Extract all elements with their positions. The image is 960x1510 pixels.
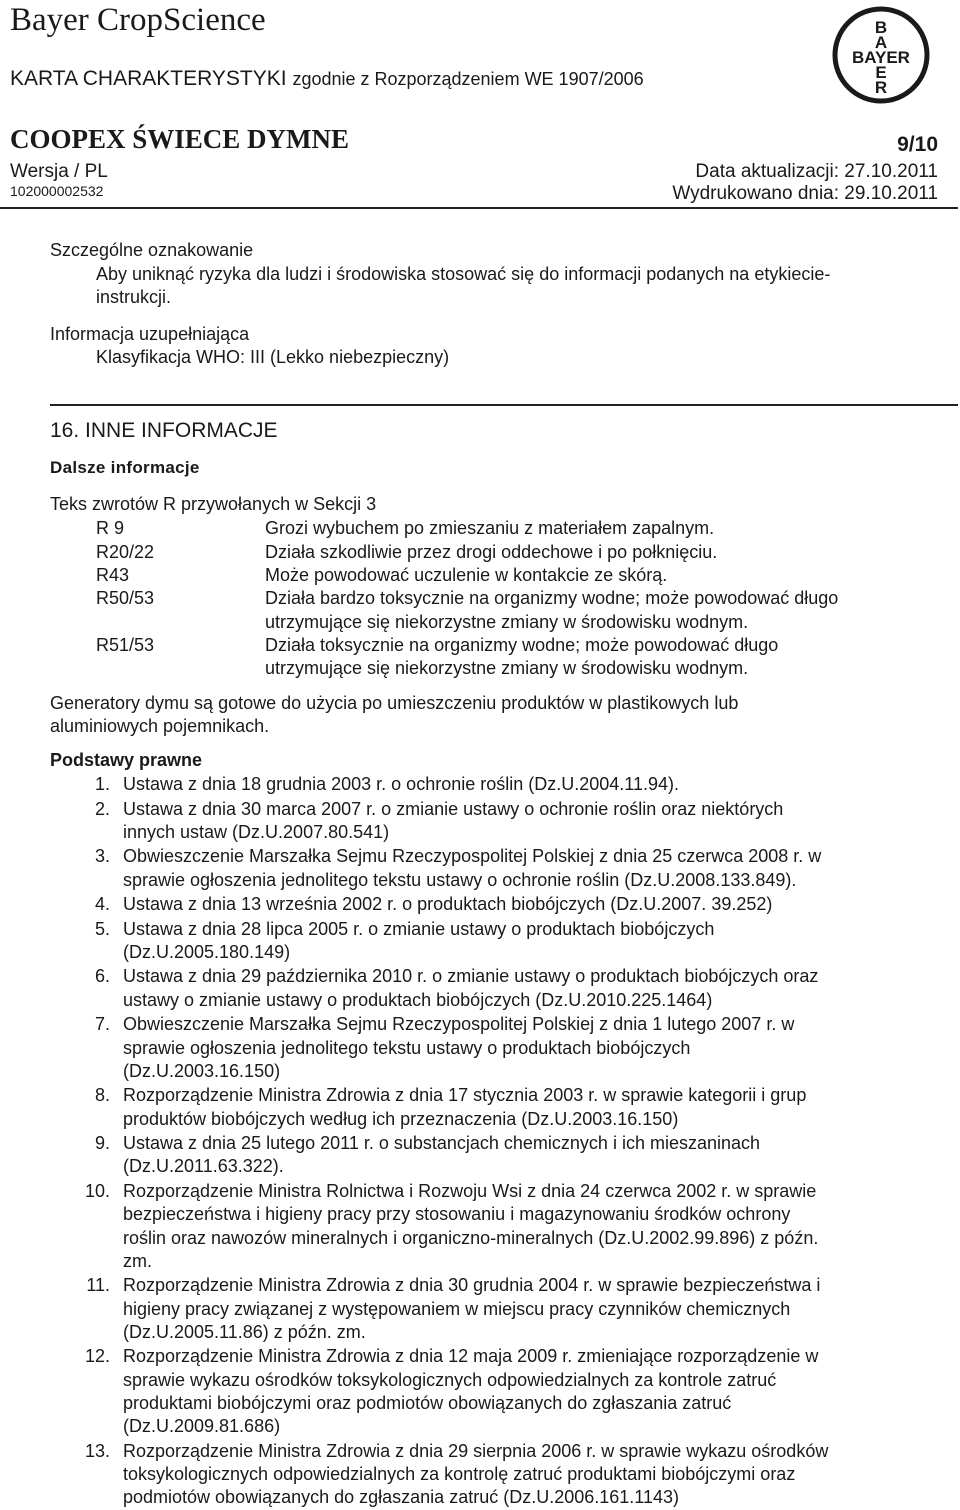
- r-phrases-intro: Teks zwrotów R przywołanych w Sekcji 3: [50, 494, 377, 514]
- document-type: [10, 67, 644, 91]
- special-labelling-line: Aby uniknąć ryzyka dla ludzi i środowiska stosować się do informacji podanych na etykiecie-: [96, 264, 831, 284]
- legal-item-number: 11.: [86, 1275, 110, 1296]
- logo-letters: B: [874, 18, 888, 37]
- section-subtitle: Dalsze informacje: [50, 458, 200, 477]
- legal-item-number: 7.: [94, 1014, 110, 1035]
- legal-item-text: Rozporządzenie Ministra Rolnictwa i Rozwoju Wsi z dnia 24 czerwca 2002 r. w sprawie: [123, 1180, 817, 1201]
- legal-item-text: sprawie ogłoszenia jednolitego tekstu ustawy o produktach biobójczych: [123, 1037, 691, 1058]
- legal-item-text: Ustawa z dnia 25 lutego 2011 r. o substancjach chemicznych i ich mieszaninach: [123, 1133, 761, 1154]
- legal-item-text: toksykologicznych odpowiedzialnych za kontrolę zatruć produktami biobójczymi oraz: [123, 1464, 796, 1485]
- header-divider: [0, 207, 958, 209]
- legal-item-text: sprawie ogłoszenia jednolitego tekstu ustawy o ochronie roślin (Dz.U.2008.133.849).: [123, 869, 797, 890]
- r-phrase-text: utrzymujące się niekorzystne zmiany w środowisku wodnym.: [265, 658, 749, 678]
- company-name: Bayer CropScience: [10, 2, 266, 38]
- regulation-reference: zgodnie z Rozporządzeniem WE 1907/2006: [292, 69, 644, 89]
- legal-item-text: (Dz.U.2005.180.149): [123, 941, 291, 962]
- legal-basis-heading: Podstawy prawne: [50, 750, 203, 770]
- legal-item-text: ustawy o zmianie ustawy o produktach biobójczych (Dz.U.2010.225.1464): [123, 989, 713, 1010]
- legal-item-text: roślin oraz nawozów mineralnych i organiczno-mineralnych (Dz.U.2002.99.896) z późn.: [123, 1227, 819, 1248]
- legal-item-text: podmiotów obowiązanych do zgłaszania zatruć (Dz.U.2006.161.1143): [123, 1487, 679, 1508]
- section-title: 16. INNE INFORMACJE: [50, 419, 278, 442]
- print-date: Wydrukowano dnia: 29.10.2011: [672, 183, 938, 204]
- legal-item-text: Ustawa z dnia 13 września 2002 r. o produktach biobójczych (Dz.U.2007. 39.252): [123, 894, 773, 915]
- update-date: Data aktualizacji: 27.10.2011: [695, 161, 938, 182]
- legal-item-number: 6.: [94, 966, 110, 987]
- generators-paragraph: Generatory dymu są gotowe do użycia po umieszczeniu produktów w plastikowych lub: [50, 693, 739, 713]
- version-label: Wersja / PL: [10, 161, 108, 182]
- r-phrase-code: R51/53: [96, 635, 155, 655]
- legal-item-text: (Dz.U.2011.63.322).: [123, 1156, 284, 1177]
- legal-item-number: 12.: [84, 1346, 110, 1367]
- r-phrase-text: Działa bardzo toksycznie na organizmy wodne; może powodować długo: [265, 588, 839, 608]
- section-divider: [50, 404, 958, 406]
- logo-letters: BAYER: [852, 48, 910, 67]
- legal-item-text: Ustawa z dnia 18 grudnia 2003 r. o ochronie roślin (Dz.U.2004.11.94).: [123, 774, 679, 794]
- legal-item-text: (Dz.U.2003.16.150): [123, 1060, 281, 1081]
- legal-item-text: produktami biobójczymi oraz podmiotów obowiązanych do zgłaszania zatruć: [123, 1393, 732, 1413]
- special-labelling-heading: Szczególne oznakowanie: [50, 240, 254, 260]
- logo-letters: R: [874, 78, 888, 97]
- legal-item-number: 10.: [84, 1180, 110, 1201]
- legal-item-text: (Dz.U.2009.81.686): [123, 1416, 281, 1437]
- legal-item-text: higieny pracy związanej z występowaniem w miejscu pracy czynników chemicznych: [123, 1298, 791, 1319]
- legal-item-text: produktów biobójczych według ich przeznaczenia (Dz.U.2003.16.150): [123, 1108, 679, 1129]
- legal-item-text: Rozporządzenie Ministra Zdrowia z dnia 17 stycznia 2003 r. w sprawie kategorii i grup: [123, 1085, 807, 1106]
- legal-item-text: (Dz.U.2005.11.86) z późn. zm.: [123, 1321, 366, 1342]
- document-type-label: KARTA CHARAKTERYSTYKI: [10, 67, 287, 90]
- who-classification: Klasyfikacja WHO: III (Lekko niebezpieczny): [96, 347, 450, 367]
- document-id: 102000002532: [10, 183, 104, 199]
- r-phrase-code: R43: [96, 565, 130, 585]
- legal-item-text: Ustawa z dnia 29 października 2010 r. o zmianie ustawy o produktach biobójczych oraz: [123, 966, 819, 987]
- legal-item-text: Obwieszczenie Marszałka Sejmu Rzeczypospolitej Polskiej z dnia 25 czerwca 2008 r. w: [123, 846, 822, 867]
- legal-item-number: 4.: [94, 894, 110, 915]
- r-phrase-code: R50/53: [96, 588, 155, 608]
- r-phrase-text: Działa toksycznie na organizmy wodne; może powodować długo: [265, 635, 779, 655]
- additional-info-heading: Informacja uzupełniająca: [50, 324, 250, 344]
- legal-item-text: zm.: [123, 1250, 152, 1271]
- logo-letters: A: [874, 33, 888, 52]
- r-phrase-text: utrzymujące się niekorzystne zmiany w środowisku wodnym.: [265, 612, 749, 632]
- legal-item-text: sprawie wykazu ośrodków toksykologicznych odpowiedzialnych za kontrole zatruć: [123, 1369, 777, 1390]
- r-phrase-code: R20/22: [96, 542, 155, 562]
- legal-item-text: Rozporządzenie Ministra Zdrowia z dnia 29 sierpnia 2006 r. w sprawie wykazu ośrodków: [123, 1440, 829, 1461]
- legal-item-text: Rozporządzenie Ministra Zdrowia z dnia 12 maja 2009 r. zmieniające rozporządzenie w: [123, 1346, 819, 1367]
- logo-letters: E: [875, 63, 887, 82]
- legal-item-number: 1.: [94, 774, 110, 794]
- legal-item-text: Obwieszczenie Marszałka Sejmu Rzeczypospolitej Polskiej z dnia 1 lutego 2007 r. w: [123, 1014, 795, 1035]
- legal-item-number: 13.: [84, 1440, 110, 1461]
- product-name: COOPEX ŚWIECE DYMNE: [10, 124, 350, 154]
- legal-item-text: bezpieczeństwa i higieny pracy przy stosowaniu i magazynowaniu środków ochrony: [123, 1204, 791, 1225]
- legal-item-text: Ustawa z dnia 28 lipca 2005 r. o zmianie ustawy o produktach biobójczych: [123, 918, 715, 939]
- r-phrase-text: Może powodować uczulenie w kontakcie ze skórą.: [265, 565, 668, 585]
- legal-item-text: Ustawa z dnia 30 marca 2007 r. o zmianie ustawy o ochronie roślin oraz niektórych: [123, 798, 784, 819]
- r-phrase-text: Grozi wybuchem po zmieszaniu z materiałem zapalnym.: [265, 518, 715, 538]
- generators-paragraph: aluminiowych pojemnikach.: [50, 716, 270, 736]
- legal-item-number: 8.: [94, 1085, 110, 1106]
- r-phrase-text: Działa szkodliwie przez drogi oddechowe i po połknięciu.: [265, 542, 718, 562]
- legal-item-number: 5.: [94, 918, 110, 939]
- r-phrase-code: R 9: [96, 518, 125, 538]
- legal-item-number: 2.: [94, 798, 110, 819]
- legal-item-text: innych ustaw (Dz.U.2007.80.541): [123, 821, 390, 842]
- page-number: 9/10: [897, 133, 938, 156]
- legal-item-number: 3.: [94, 846, 110, 867]
- legal-item-text: Rozporządzenie Ministra Zdrowia z dnia 30 grudnia 2004 r. w sprawie bezpieczeństwa i: [123, 1275, 821, 1296]
- legal-item-number: 9.: [94, 1133, 110, 1154]
- special-labelling-line: instrukcji.: [96, 287, 172, 307]
- bayer-cross-logo: [831, 5, 931, 105]
